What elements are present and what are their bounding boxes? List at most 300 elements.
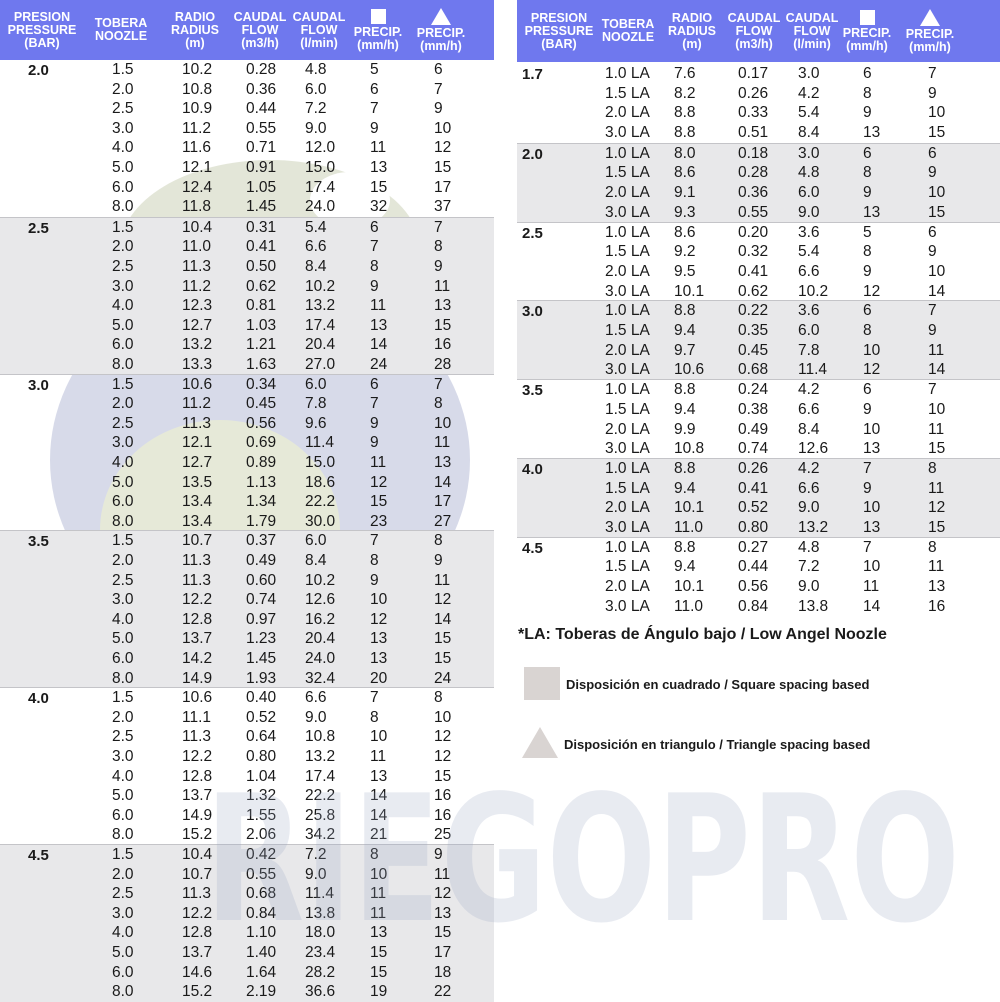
precip-square-cell: 14 [863, 597, 881, 615]
precip-triangle-cell: 9 [928, 243, 937, 261]
flow-lmin-cell: 5.4 [305, 218, 327, 236]
precip-square-cell: 13 [370, 630, 388, 648]
nozzle-cell: 2.0 LA [605, 104, 650, 122]
table-row [0, 669, 494, 689]
nozzle-cell: 1.0 LA [605, 460, 650, 477]
table-row [517, 400, 1000, 420]
flow-lmin-cell: 9.0 [305, 865, 327, 883]
pressure-value: 4.5 [522, 539, 543, 557]
radius-cell: 9.1 [674, 184, 696, 202]
radius-cell: 9.7 [674, 341, 696, 359]
flow-m3h-cell: 0.31 [246, 218, 277, 236]
precip-triangle-cell: 10 [928, 400, 946, 418]
radius-cell: 13.7 [182, 787, 213, 805]
precip-square-cell: 15 [370, 963, 388, 981]
flow-m3h-cell: 1.45 [246, 198, 277, 216]
header-nozzle: TOBERA NOOZLE [94, 16, 148, 43]
flow-lmin-cell: 10.2 [305, 277, 336, 295]
flow-lmin-cell: 24.0 [305, 649, 336, 667]
flow-m3h-cell: 1.34 [246, 493, 277, 511]
pressure-group [0, 217, 494, 375]
precip-square-cell: 5 [370, 61, 379, 78]
flow-lmin-cell: 13.2 [798, 519, 829, 537]
radius-cell: 13.5 [182, 473, 213, 491]
header-flow-m3h: CAUDAL FLOW (m3/h) [233, 9, 287, 50]
flow-m3h-cell: 0.84 [738, 597, 769, 615]
radius-cell: 12.3 [182, 297, 213, 315]
nozzle-cell: 2.0 LA [605, 578, 650, 596]
nozzle-cell: 2.5 [112, 414, 134, 432]
precip-triangle-cell: 11 [434, 571, 451, 589]
flow-lmin-cell: 11.4 [305, 434, 335, 452]
table-row [517, 183, 1000, 203]
radius-cell: 11.3 [182, 728, 212, 746]
pressure-group [517, 379, 1000, 459]
flow-lmin-cell: 12.6 [305, 591, 336, 609]
flow-lmin-cell: 15.0 [305, 159, 336, 176]
precip-square-cell: 7 [370, 395, 379, 413]
radius-cell: 10.1 [674, 578, 705, 596]
table-row [517, 557, 1000, 577]
table-row [0, 178, 494, 198]
precip-triangle-cell: 9 [928, 164, 937, 182]
flow-m3h-cell: 0.36 [246, 80, 277, 98]
radius-cell: 8.8 [674, 538, 696, 556]
radius-cell: 10.8 [182, 80, 213, 98]
precip-triangle-cell: 7 [434, 375, 443, 393]
precip-square-cell: 9 [863, 184, 872, 202]
radius-cell: 8.8 [674, 104, 696, 122]
nozzle-cell: 1.5 LA [605, 558, 650, 576]
flow-m3h-cell: 0.68 [738, 361, 769, 379]
flow-m3h-cell: 1.23 [246, 630, 277, 648]
nozzle-cell: 5.0 [112, 630, 134, 648]
svg-text:RIEGOPRO: RIEGOPRO [205, 770, 960, 940]
flow-m3h-cell: 0.40 [246, 689, 277, 707]
flow-m3h-cell: 0.52 [246, 708, 277, 726]
flow-lmin-cell: 6.0 [798, 322, 820, 340]
header-nozzle: TOBERA NOOZLE [601, 17, 655, 44]
radius-cell: 11.8 [182, 198, 212, 216]
precip-square-cell: 9 [863, 400, 872, 418]
table-row [0, 865, 494, 885]
table-row [517, 459, 1000, 479]
table-row [0, 473, 494, 493]
nozzle-cell: 5.0 [112, 159, 134, 176]
precip-square-cell: 12 [863, 361, 881, 379]
precip-square-cell: 8 [863, 322, 872, 340]
precip-square-cell: 32 [370, 198, 388, 216]
radius-cell: 12.4 [182, 178, 213, 196]
table-row [517, 282, 1000, 302]
flow-lmin-cell: 22.2 [305, 787, 336, 805]
flow-m3h-cell: 0.69 [246, 434, 277, 452]
precip-square-cell: 15 [370, 944, 388, 961]
precip-square-cell: 7 [370, 532, 379, 550]
flow-lmin-cell: 17.4 [305, 767, 336, 785]
precip-triangle-cell: 14 [928, 361, 946, 379]
nozzle-cell: 1.0 LA [605, 65, 650, 82]
flow-m3h-cell: 0.45 [246, 395, 277, 413]
precip-square-cell: 9 [863, 479, 872, 497]
pressure-group [0, 844, 494, 1002]
table-row [0, 806, 494, 826]
flow-lmin-cell: 16.2 [305, 610, 336, 628]
radius-cell: 11.0 [674, 519, 704, 537]
precip-triangle-cell: 12 [434, 728, 452, 746]
radius-cell: 10.4 [182, 846, 213, 863]
table-row [517, 203, 1000, 223]
radius-cell: 8.6 [674, 223, 696, 241]
precip-triangle-cell: 37 [434, 198, 452, 216]
flow-m3h-cell: 1.79 [246, 512, 277, 530]
nozzle-cell: 3.0 LA [605, 282, 650, 300]
precip-triangle-cell: 11 [434, 865, 451, 883]
flow-lmin-cell: 36.6 [305, 983, 336, 1001]
precip-square-cell: 6 [863, 65, 872, 82]
precip-triangle-cell: 16 [434, 787, 452, 805]
flow-lmin-cell: 9.0 [305, 708, 327, 726]
precip-square-cell: 15 [370, 178, 388, 196]
flow-m3h-cell: 0.45 [738, 341, 769, 359]
flow-lmin-cell: 8.4 [305, 551, 327, 569]
flow-m3h-cell: 0.41 [738, 479, 769, 497]
precip-triangle-cell: 15 [928, 440, 946, 458]
nozzle-cell: 3.0 LA [605, 124, 650, 142]
radius-cell: 12.2 [182, 904, 213, 922]
table-row [517, 479, 1000, 499]
radius-cell: 10.7 [182, 865, 213, 883]
radius-cell: 11.3 [182, 414, 212, 432]
precip-triangle-cell: 13 [434, 904, 452, 922]
table-row [0, 512, 494, 532]
precip-triangle-cell: 16 [434, 806, 452, 824]
table-row [0, 394, 494, 414]
pressure-group [0, 374, 494, 532]
legend-square-label: Disposición en cuadrado / Square spacing based [566, 677, 870, 692]
flow-m3h-cell: 0.49 [738, 420, 769, 438]
table-row [0, 982, 494, 1002]
nozzle-cell: 3.0 [112, 119, 134, 137]
radius-cell: 12.2 [182, 591, 213, 609]
nozzle-cell: 1.0 LA [605, 381, 650, 399]
precip-triangle-cell: 12 [434, 747, 452, 765]
nozzle-cell: 2.0 [112, 238, 134, 256]
radius-cell: 8.6 [674, 164, 696, 182]
flow-lmin-cell: 5.4 [798, 104, 820, 122]
nozzle-cell: 1.5 [112, 532, 134, 550]
flow-lmin-cell: 7.2 [798, 558, 820, 576]
flow-m3h-cell: 1.03 [246, 316, 277, 334]
header-precip-square: PRECIP. (mm/h) [839, 0, 895, 62]
radius-cell: 8.8 [674, 124, 696, 142]
flow-m3h-cell: 1.21 [246, 336, 277, 354]
table-row [0, 158, 494, 178]
precip-square-cell: 11 [370, 904, 387, 922]
flow-lmin-cell: 3.0 [798, 65, 820, 82]
precip-triangle-cell: 12 [434, 139, 452, 157]
precip-triangle-cell: 8 [434, 532, 443, 550]
nozzle-cell: 1.5 [112, 61, 134, 78]
flow-lmin-cell: 10.2 [798, 282, 829, 300]
radius-cell: 13.3 [182, 355, 213, 373]
precip-triangle-cell: 13 [434, 297, 452, 315]
table-row [517, 321, 1000, 341]
nozzle-cell: 1.5 LA [605, 400, 650, 418]
table-row [0, 786, 494, 806]
pressure-value: 3.0 [28, 376, 49, 394]
table-row [0, 649, 494, 669]
precip-triangle-cell: 28 [434, 355, 452, 373]
flow-m3h-cell: 1.45 [246, 649, 277, 667]
table-row [0, 590, 494, 610]
flow-m3h-cell: 1.40 [246, 944, 277, 961]
flow-lmin-cell: 13.2 [305, 747, 336, 765]
pressure-value: 4.5 [28, 847, 49, 864]
nozzle-cell: 8.0 [112, 198, 134, 216]
pressure-value: 3.0 [522, 303, 543, 321]
flow-m3h-cell: 0.50 [246, 257, 277, 275]
nozzle-cell: 2.5 [112, 571, 134, 589]
flow-lmin-cell: 15.0 [305, 453, 336, 471]
precip-square-cell: 6 [863, 144, 872, 162]
precip-square-cell: 11 [370, 747, 387, 765]
flow-lmin-cell: 34.2 [305, 826, 336, 844]
header-flow-lmin: CAUDAL FLOW (l/min) [292, 9, 346, 50]
precip-square-cell: 8 [370, 708, 379, 726]
table-row [0, 60, 494, 80]
table-row [517, 262, 1000, 282]
flow-lmin-cell: 13.8 [305, 904, 336, 922]
table-row [517, 123, 1000, 143]
flow-m3h-cell: 0.41 [738, 262, 769, 280]
flow-lmin-cell: 28.2 [305, 963, 336, 981]
precip-square-cell: 6 [863, 302, 872, 320]
precip-triangle-cell: 15 [928, 203, 946, 221]
table-row [517, 538, 1000, 558]
table-row [0, 845, 494, 865]
flow-lmin-cell: 20.4 [305, 336, 336, 354]
table-row [0, 257, 494, 277]
table-row [517, 341, 1000, 361]
flow-lmin-cell: 7.8 [305, 395, 327, 413]
flow-m3h-cell: 0.64 [246, 728, 277, 746]
pressure-group [517, 64, 1000, 143]
nozzle-cell: 6.0 [112, 336, 134, 354]
flow-lmin-cell: 7.2 [305, 846, 327, 863]
nozzle-cell: 6.0 [112, 806, 134, 824]
precip-triangle-cell: 17 [434, 178, 452, 196]
nozzle-cell: 1.5 LA [605, 322, 650, 340]
table-row [0, 80, 494, 100]
radius-cell: 13.4 [182, 493, 213, 511]
nozzle-cell: 5.0 [112, 316, 134, 334]
precip-triangle-cell: 15 [434, 767, 452, 785]
precip-triangle-cell: 15 [928, 124, 946, 142]
precip-triangle-cell: 11 [928, 558, 945, 576]
precip-triangle-cell: 22 [434, 983, 452, 1001]
nozzle-cell: 4.0 [112, 139, 134, 157]
precip-triangle-cell: 17 [434, 493, 452, 511]
table-row [517, 223, 1000, 243]
table-row [517, 144, 1000, 164]
radius-cell: 8.0 [674, 144, 696, 162]
flow-lmin-cell: 18.6 [305, 473, 336, 491]
flow-m3h-cell: 0.71 [246, 139, 277, 157]
nozzle-cell: 8.0 [112, 983, 134, 1001]
radius-cell: 7.6 [674, 65, 696, 82]
precip-square-cell: 13 [370, 316, 388, 334]
flow-lmin-cell: 6.0 [305, 532, 327, 550]
flow-lmin-cell: 3.6 [798, 302, 820, 320]
nozzle-cell: 2.5 [112, 257, 134, 275]
precip-square-cell: 8 [370, 846, 379, 863]
flow-m3h-cell: 0.17 [738, 65, 769, 82]
flow-m3h-cell: 1.63 [246, 355, 277, 373]
flow-lmin-cell: 12.6 [798, 440, 829, 458]
precip-square-cell: 11 [370, 885, 387, 903]
radius-cell: 10.6 [182, 689, 213, 707]
nozzle-cell: 1.5 LA [605, 164, 650, 182]
flow-m3h-cell: 0.84 [246, 904, 277, 922]
precip-square-cell: 21 [370, 826, 388, 844]
precip-triangle-cell: 9 [434, 257, 443, 275]
radius-cell: 10.6 [674, 361, 705, 379]
flow-m3h-cell: 0.33 [738, 104, 769, 122]
nozzle-cell: 2.0 LA [605, 341, 650, 359]
flow-lmin-cell: 17.4 [305, 316, 336, 334]
precip-triangle-cell: 9 [928, 84, 937, 102]
precip-square-cell: 7 [863, 538, 872, 556]
nozzle-cell: 2.5 [112, 100, 134, 118]
table-row [0, 923, 494, 943]
nozzle-cell: 5.0 [112, 473, 134, 491]
square-icon [371, 9, 386, 24]
table-row [0, 492, 494, 512]
pressure-value: 4.0 [522, 461, 543, 478]
pressure-value: 2.0 [28, 62, 49, 79]
header-precip-square: PRECIP. (mm/h) [348, 0, 408, 60]
table-header [0, 0, 494, 60]
flow-m3h-cell: 1.55 [246, 806, 277, 824]
precip-triangle-cell: 7 [928, 65, 937, 82]
pressure-group [0, 60, 494, 217]
flow-m3h-cell: 0.80 [246, 747, 277, 765]
radius-cell: 11.0 [674, 597, 704, 615]
radius-cell: 14.9 [182, 806, 213, 824]
radius-cell: 10.2 [182, 61, 213, 78]
radius-cell: 11.3 [182, 551, 212, 569]
header-pressure: PRESION PRESSURE (BAR) [524, 10, 594, 51]
table-row [517, 84, 1000, 104]
flow-lmin-cell: 9.6 [305, 414, 327, 432]
precip-square-cell: 12 [863, 282, 881, 300]
flow-m3h-cell: 0.56 [738, 578, 769, 596]
nozzle-cell: 1.0 LA [605, 144, 650, 162]
flow-lmin-cell: 3.0 [798, 144, 820, 162]
nozzle-cell: 6.0 [112, 649, 134, 667]
precip-triangle-cell: 9 [434, 846, 443, 863]
radius-cell: 10.8 [674, 440, 705, 458]
precip-square-cell: 9 [370, 571, 379, 589]
radius-cell: 11.2 [182, 119, 212, 137]
nozzle-cell: 4.0 [112, 767, 134, 785]
nozzle-cell: 1.0 LA [605, 223, 650, 241]
precip-square-cell: 11 [863, 578, 880, 596]
precip-square-cell: 12 [370, 610, 388, 628]
flow-lmin-cell: 6.0 [305, 375, 327, 393]
precip-square-cell: 11 [370, 297, 387, 315]
flow-lmin-cell: 9.0 [798, 203, 820, 221]
pressure-value: 4.0 [28, 690, 49, 708]
precip-square-cell: 10 [863, 499, 881, 517]
radius-cell: 10.6 [182, 375, 213, 393]
flow-lmin-cell: 10.2 [305, 571, 336, 589]
flow-lmin-cell: 22.2 [305, 493, 336, 511]
precip-square-cell: 19 [370, 983, 388, 1001]
precip-triangle-cell: 6 [434, 61, 443, 78]
precip-square-cell: 20 [370, 669, 388, 687]
flow-m3h-cell: 1.32 [246, 787, 277, 805]
precip-triangle-cell: 9 [928, 322, 937, 340]
flow-m3h-cell: 2.19 [246, 983, 277, 1001]
nozzle-cell: 4.0 [112, 924, 134, 942]
table-row [0, 375, 494, 395]
nozzle-cell: 1.5 [112, 218, 134, 236]
precip-square-cell: 9 [863, 262, 872, 280]
radius-cell: 14.6 [182, 963, 213, 981]
precip-square-cell: 14 [370, 336, 388, 354]
flow-lmin-cell: 6.6 [798, 400, 820, 418]
precip-triangle-cell: 13 [928, 578, 946, 596]
nozzle-cell: 3.0 [112, 277, 134, 295]
precip-square-cell: 7 [370, 238, 379, 256]
flow-m3h-cell: 1.10 [246, 924, 277, 942]
table-row [0, 551, 494, 571]
radius-cell: 8.2 [674, 84, 696, 102]
precip-triangle-cell: 8 [434, 395, 443, 413]
precip-square-cell: 7 [370, 100, 379, 118]
radius-cell: 13.2 [182, 336, 213, 354]
table-row [0, 138, 494, 158]
flow-m3h-cell: 0.91 [246, 159, 277, 176]
flow-m3h-cell: 0.74 [246, 591, 277, 609]
flow-lmin-cell: 9.0 [798, 578, 820, 596]
nozzle-cell: 3.0 [112, 747, 134, 765]
flow-lmin-cell: 10.8 [305, 728, 336, 746]
pressure-group [517, 222, 1000, 302]
radius-cell: 9.9 [674, 420, 696, 438]
nozzle-cell: 8.0 [112, 512, 134, 530]
precip-triangle-cell: 10 [928, 184, 946, 202]
precip-triangle-cell: 15 [434, 630, 452, 648]
radius-cell: 11.6 [182, 139, 212, 157]
table-row [0, 767, 494, 787]
precip-square-cell: 14 [370, 787, 388, 805]
nozzle-cell: 3.0 LA [605, 597, 650, 615]
flow-lmin-cell: 6.6 [798, 262, 820, 280]
nozzle-cell: 1.5 LA [605, 479, 650, 497]
precip-triangle-cell: 7 [434, 80, 443, 98]
table-row [0, 119, 494, 139]
precip-square-cell: 10 [370, 728, 388, 746]
square-spacing-swatch [524, 667, 560, 700]
flow-lmin-cell: 4.2 [798, 381, 820, 399]
flow-m3h-cell: 0.36 [738, 184, 769, 202]
precip-square-cell: 14 [370, 806, 388, 824]
table-row [517, 518, 1000, 538]
flow-m3h-cell: 0.68 [246, 885, 277, 903]
